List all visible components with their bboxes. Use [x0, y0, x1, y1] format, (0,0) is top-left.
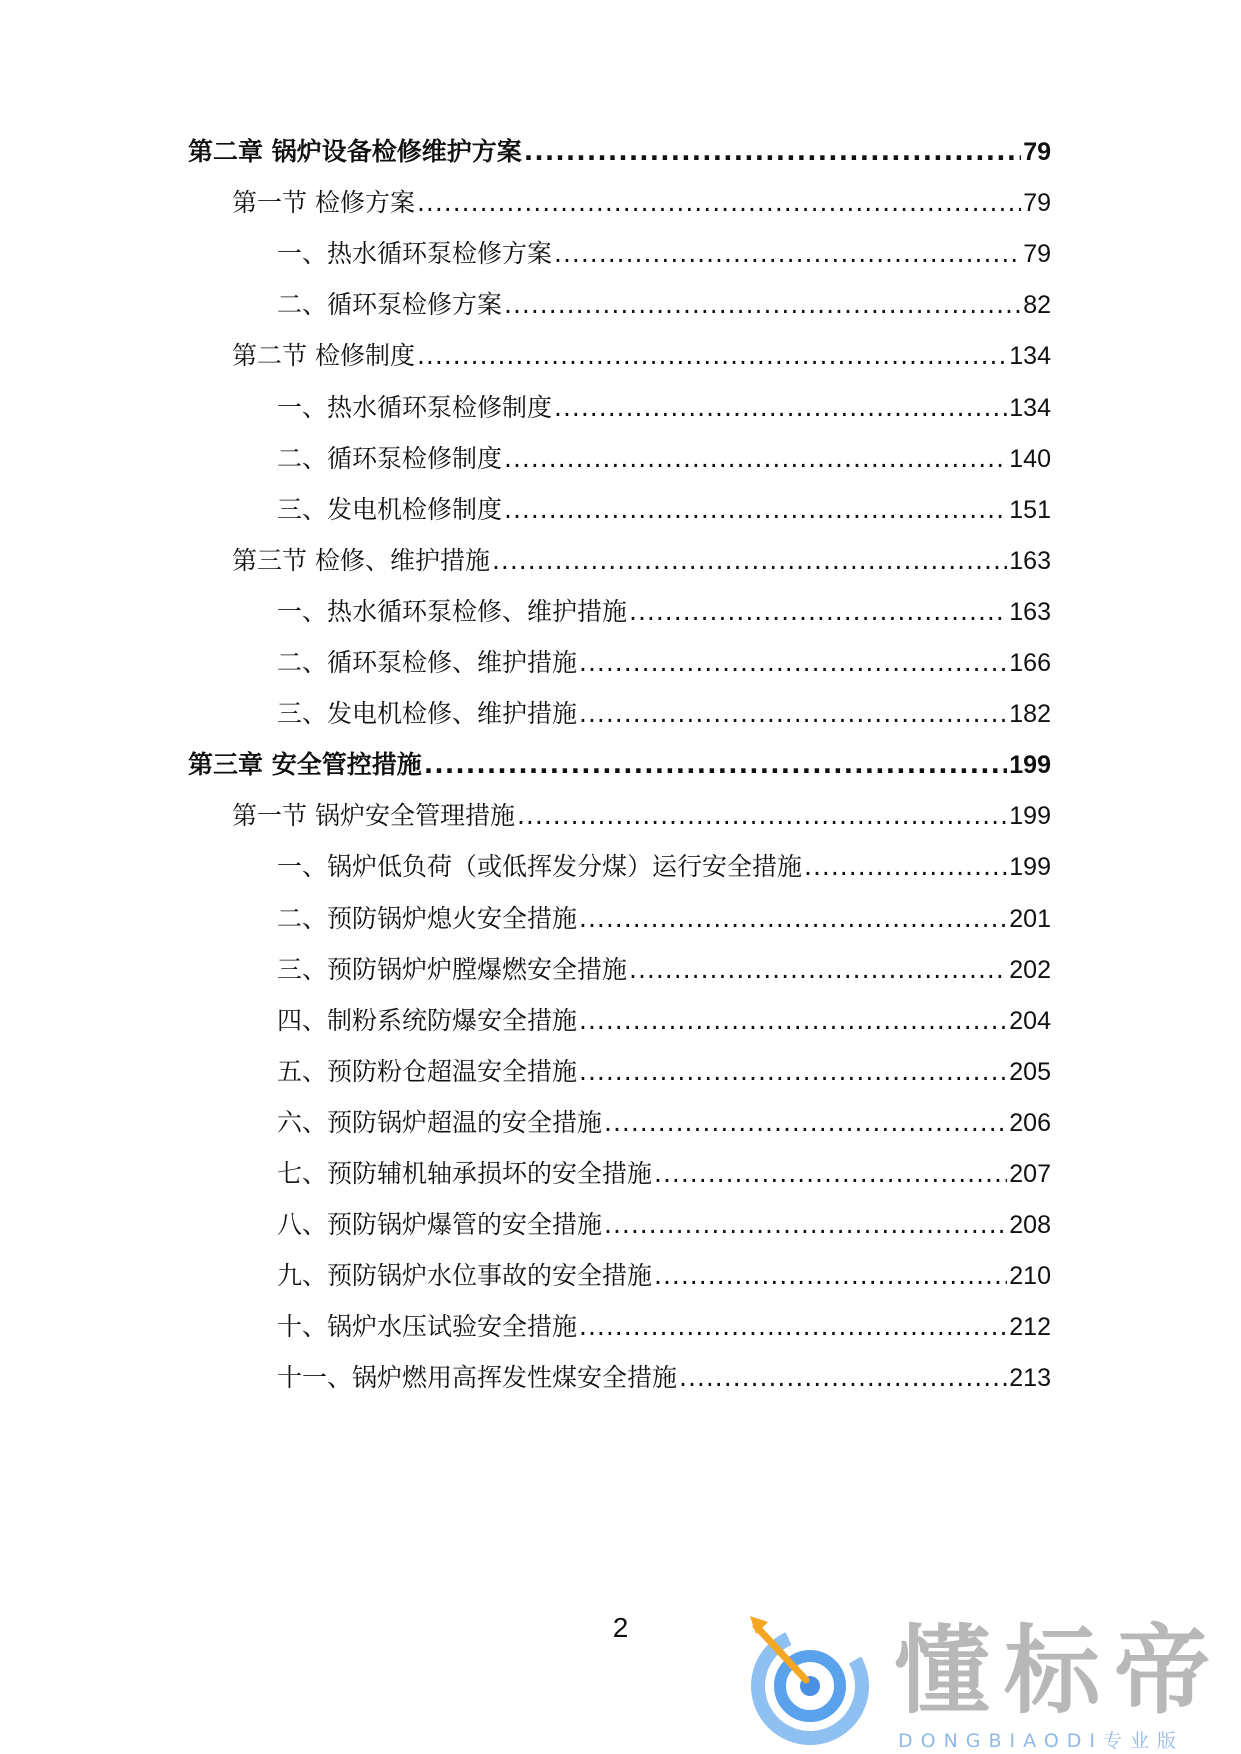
toc-dot-leader: [579, 1052, 1007, 1092]
toc-dot-leader: [524, 132, 1021, 172]
toc-entry[interactable]: [277, 1307, 1051, 1347]
toc-dot-leader: [504, 439, 1007, 479]
toc-entry-title: 第二节 检修制度: [232, 341, 415, 370]
toc-entry-title: 七、预防辅机轴承损坏的安全措施: [277, 1159, 653, 1188]
target-arrow-icon: [746, 1614, 874, 1749]
toc-entry-page: 166: [1009, 649, 1051, 677]
toc-entry-page: 199: [1009, 853, 1051, 881]
toc-entry-page: 199: [1009, 802, 1051, 830]
toc-entry-title: 二、循环泵检修、维护措施: [277, 648, 578, 677]
toc-entry-title: 六、预防锅炉超温的安全措施: [277, 1108, 603, 1137]
toc-dot-leader: [424, 745, 1008, 785]
toc-dot-leader: [417, 336, 1007, 376]
toc-dot-leader: [604, 1205, 1007, 1245]
toc-dot-leader: [579, 643, 1007, 683]
toc-entry-title: 一、热水循环泵检修制度: [277, 393, 553, 422]
toc-entry-page: 140: [1009, 445, 1051, 473]
toc-entry-title: 二、循环泵检修方案: [277, 290, 503, 319]
toc-entry-page: 210: [1009, 1262, 1051, 1290]
toc-entry[interactable]: [277, 439, 1051, 479]
toc-dot-leader: [804, 847, 1007, 887]
toc-entry-page: 134: [1009, 394, 1051, 422]
toc-entry-page: 79: [1023, 138, 1051, 166]
toc-entry-title: 九、预防锅炉水位事故的安全措施: [277, 1261, 653, 1290]
toc-dot-leader: [504, 490, 1007, 530]
toc-entry-title: 十、锅炉水压试验安全措施: [277, 1312, 578, 1341]
toc-dot-leader: [579, 1001, 1007, 1041]
page-number: 2: [612, 1612, 629, 1643]
toc-entry-page: 182: [1009, 700, 1051, 728]
toc-entry[interactable]: [277, 592, 1051, 632]
toc-dot-leader: [517, 796, 1007, 836]
toc-entry-page: 202: [1009, 956, 1051, 984]
toc-entry[interactable]: [277, 643, 1051, 683]
toc-entry-title: 二、循环泵检修制度: [277, 444, 503, 473]
toc-entry[interactable]: [277, 1256, 1051, 1296]
toc-entry[interactable]: [277, 1358, 1051, 1398]
toc-entry[interactable]: [232, 183, 1051, 223]
toc-entry-title: 二、预防锅炉熄火安全措施: [277, 904, 578, 933]
toc-entry-title: 第一节 锅炉安全管理措施: [232, 801, 515, 830]
toc-entry-page: 207: [1009, 1160, 1051, 1188]
toc-entry[interactable]: [277, 1103, 1051, 1143]
toc-entry-page: 212: [1009, 1313, 1051, 1341]
toc-entry[interactable]: [188, 745, 1051, 785]
toc-dot-leader: [417, 183, 1021, 223]
toc-dot-leader: [554, 388, 1007, 428]
toc-entry-page: 82: [1023, 291, 1051, 319]
watermark-subtitle: DONGBIAODI专业版: [898, 1730, 1185, 1752]
toc-entry-title: 五、预防粉仓超温安全措施: [277, 1057, 578, 1086]
toc-entry-title: 一、热水循环泵检修、维护措施: [277, 597, 628, 626]
toc-entry[interactable]: [277, 1052, 1051, 1092]
toc-entry-page: 199: [1009, 751, 1051, 779]
toc-entry-title: 第一节 检修方案: [232, 188, 415, 217]
toc-entry-title: 三、发电机检修制度: [277, 495, 503, 524]
toc-dot-leader: [579, 1307, 1007, 1347]
toc-entry[interactable]: [277, 694, 1051, 734]
toc-entry[interactable]: [232, 796, 1051, 836]
toc-entry-title: 八、预防锅炉爆管的安全措施: [277, 1210, 603, 1239]
toc-entry-page: 163: [1009, 598, 1051, 626]
watermark: [746, 1614, 1226, 1752]
toc-dot-leader: [579, 899, 1007, 939]
toc-entry[interactable]: [277, 847, 1051, 887]
toc-entry-page: 151: [1009, 496, 1051, 524]
toc-entry-title: 四、制粉系统防爆安全措施: [277, 1006, 578, 1035]
toc-entry[interactable]: [277, 490, 1051, 530]
toc-entry-title: 三、预防锅炉炉膛爆燃安全措施: [277, 955, 628, 984]
toc-entry-page: 201: [1009, 905, 1051, 933]
toc-dot-leader: [679, 1358, 1007, 1398]
toc-dot-leader: [554, 234, 1021, 274]
toc-entry[interactable]: [277, 285, 1051, 325]
toc-entry-title: 第三节 检修、维护措施: [232, 546, 490, 575]
toc-entry[interactable]: [188, 132, 1051, 172]
toc-entry-page: 163: [1009, 547, 1051, 575]
toc-entry-page: 208: [1009, 1211, 1051, 1239]
toc-entry[interactable]: [277, 1154, 1051, 1194]
toc-entry[interactable]: [232, 541, 1051, 581]
toc-dot-leader: [654, 1154, 1007, 1194]
toc-entry-page: 134: [1009, 342, 1051, 370]
toc-entry-title: 十一、锅炉燃用高挥发性煤安全措施: [277, 1363, 678, 1392]
toc-entry-page: 79: [1023, 240, 1051, 268]
toc-entry-page: 205: [1009, 1058, 1051, 1086]
toc-entry[interactable]: [277, 950, 1051, 990]
toc-dot-leader: [629, 950, 1007, 990]
toc-entry[interactable]: [277, 1205, 1051, 1245]
toc-dot-leader: [654, 1256, 1007, 1296]
toc-entry-page: 213: [1009, 1364, 1051, 1392]
toc-entry[interactable]: [232, 336, 1051, 376]
toc-entry-title: 三、发电机检修、维护措施: [277, 699, 578, 728]
toc-entry-title: 一、热水循环泵检修方案: [277, 239, 553, 268]
toc-dot-leader: [629, 592, 1007, 632]
toc-entry-title: 第三章 安全管控措施: [188, 750, 422, 779]
toc-dot-leader: [504, 285, 1021, 325]
toc-entry-page: 204: [1009, 1007, 1051, 1035]
toc-entry[interactable]: [277, 388, 1051, 428]
toc-dot-leader: [579, 694, 1007, 734]
toc-entry-title: 第二章 锅炉设备检修维护方案: [188, 137, 522, 166]
toc-entry[interactable]: [277, 234, 1051, 274]
toc-entry-page: 79: [1023, 189, 1051, 217]
toc-entry[interactable]: [277, 899, 1051, 939]
toc-entry-title: 一、锅炉低负荷（或低挥发分煤）运行安全措施: [277, 852, 803, 881]
toc-entry-page: 206: [1009, 1109, 1051, 1137]
toc-entry[interactable]: [277, 1001, 1051, 1041]
watermark-brand-name: 懂标帝: [894, 1615, 1224, 1727]
toc-dot-leader: [492, 541, 1007, 581]
toc-dot-leader: [604, 1103, 1007, 1143]
